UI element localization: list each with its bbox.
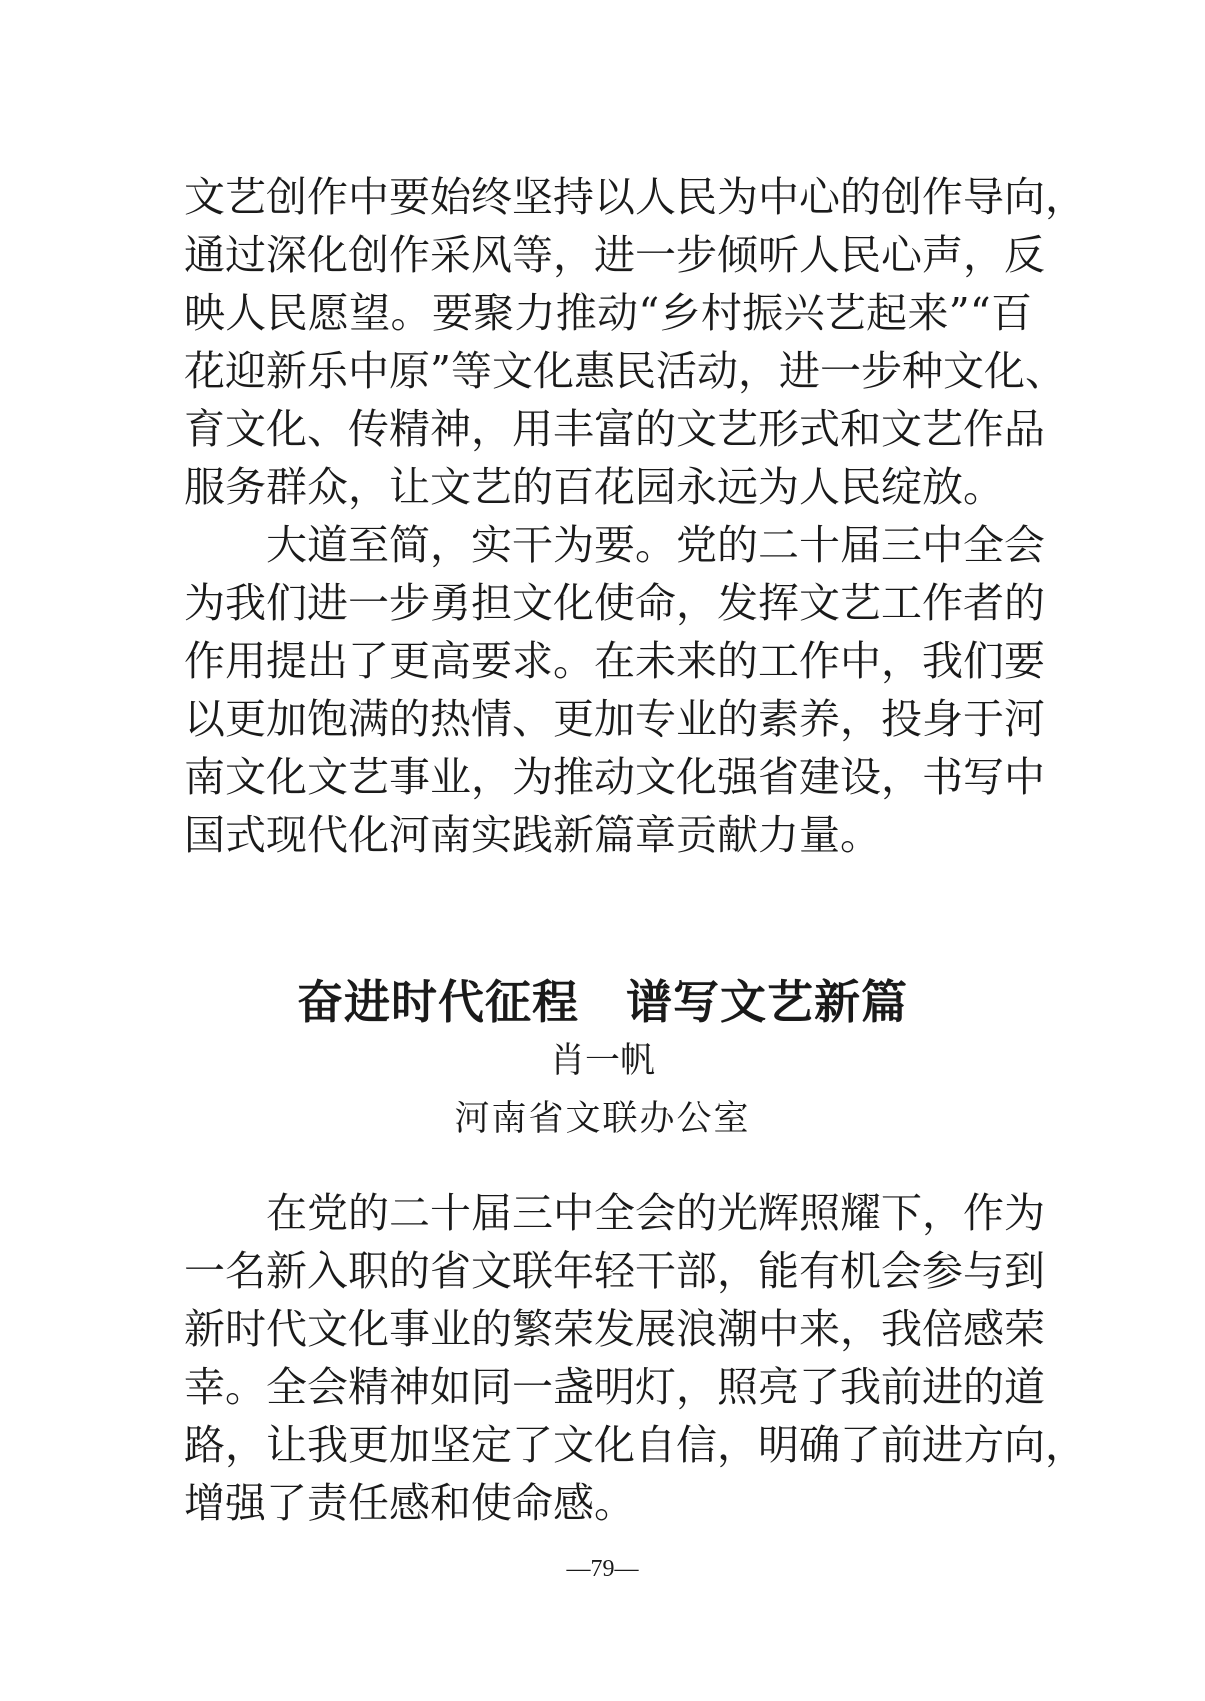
closing-paragraph [184, 516, 1045, 864]
text-line: 服务群众，让文艺的百花园永远为人民绽放。 [184, 463, 1004, 511]
text-line: 在党的二十届三中全会的光辉照耀下，作为 [266, 1189, 1045, 1237]
text-line: 通过深化创作采风等，进一步倾听人民心声，反 [184, 231, 1045, 279]
article-title: 奋进时代征程 谱写文艺新篇 [297, 975, 908, 1029]
text-line: 为我们进一步勇担文化使命，发挥文艺工作者的 [184, 579, 1045, 627]
text-line: 映人民愿望。要聚力推动“乡村振兴艺起来”“百 [184, 289, 1032, 337]
author-affiliation: 河南省文联办公室 [454, 1099, 751, 1139]
text-line: 以更加饱满的热情、更加专业的素养，投身于河 [184, 695, 1045, 743]
text-line: 育文化、传精神，用丰富的文艺形式和文艺作品 [184, 405, 1045, 453]
text-line: 花迎新乐中原”等文化惠民活动，进一步种文化、 [184, 347, 1066, 395]
article-paragraph [184, 1184, 1086, 1532]
text-line: 幸。全会精神如同一盏明灯，照亮了我前进的道 [184, 1363, 1045, 1411]
text-line: 增强了责任感和使命感。 [184, 1479, 635, 1527]
text-line: 路，让我更加坚定了文化自信，明确了前进方向， [184, 1421, 1086, 1469]
continued-paragraph [184, 168, 1086, 516]
text-line: 文艺创作中要始终坚持以人民为中心的创作导向， [184, 173, 1086, 221]
text-line: 作用提出了更高要求。在未来的工作中，我们要 [184, 637, 1045, 685]
text-line: 一名新入职的省文联年轻干部，能有机会参与到 [184, 1247, 1045, 1295]
text-line: 新时代文化事业的繁荣发展浪潮中来，我倍感荣 [184, 1305, 1045, 1353]
text-line: 国式现代化河南实践新篇章贡献力量。 [184, 811, 881, 859]
article-author: 肖一帆 [549, 1041, 655, 1081]
page-number: —79— [566, 1556, 639, 1582]
text-line: 大道至简，实干为要。党的二十届三中全会 [266, 521, 1045, 569]
text-line: 南文化文艺事业，为推动文化强省建设，书写中 [184, 753, 1045, 801]
